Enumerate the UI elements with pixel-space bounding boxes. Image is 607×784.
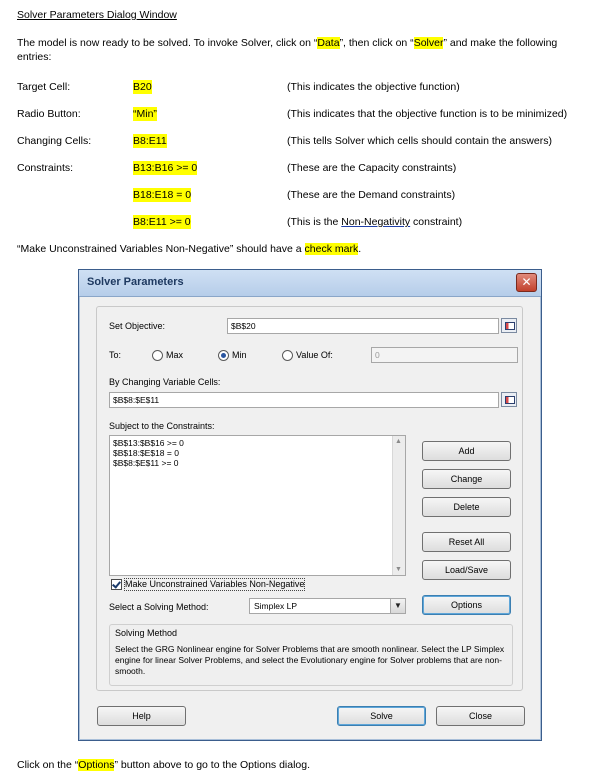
nonneg-note-a: (This is the [287, 216, 342, 228]
changing-ref-icon[interactable] [501, 392, 517, 407]
delete-button[interactable]: Delete [422, 497, 511, 517]
solving-method-select[interactable] [249, 598, 406, 614]
constraints-list[interactable] [109, 435, 406, 576]
scroll-up-icon[interactable]: ▲ [395, 438, 402, 445]
row-value-capacity: B13:B16 >= 0 [133, 162, 198, 174]
help-button[interactable]: Help [97, 706, 186, 726]
close-button[interactable]: Close [436, 706, 525, 726]
close-icon[interactable]: ✕ [516, 273, 537, 292]
row-note-changing: (This tells Solver which cells should contain the answers) [287, 135, 552, 147]
row-label-changing: Changing Cells: [17, 135, 92, 147]
add-button[interactable]: Add [422, 441, 511, 461]
doc-heading: Solver Parameters Dialog Window [17, 9, 177, 21]
row-note-capacity: (These are the Capacity constraints) [287, 162, 457, 174]
row-value-nonneg: B8:E11 >= 0 [133, 216, 191, 228]
nonneg-note-b: constraint) [410, 216, 463, 228]
make-line-text: “Make Unconstrained Variables Non-Negative” should have a [17, 243, 305, 255]
intro-line-2: entries: [17, 51, 52, 63]
constraint-item[interactable]: $B$8:$E$11 >= 0 [113, 458, 179, 468]
objective-ref-icon[interactable] [501, 318, 517, 333]
constraint-item[interactable]: $B$18:$E$18 = 0 [113, 448, 179, 458]
solving-method-group [109, 624, 513, 686]
footer-line [17, 758, 310, 772]
solving-method-value: Simplex LP [254, 601, 297, 611]
constraint-item[interactable]: $B$13:$B$16 >= 0 [113, 438, 184, 448]
row-value-target: B20 [133, 81, 152, 93]
row-note-radio: (This indicates that the objective function is to be minimized) [287, 108, 568, 120]
min-radio-label: Min [232, 350, 247, 360]
solving-method-group-title: Solving Method [115, 628, 178, 638]
row-label-target: Target Cell: [17, 81, 71, 93]
value-of-label: Value Of: [296, 350, 333, 360]
non-negative-checkbox[interactable] [111, 579, 122, 590]
make-unconstrained-line [17, 242, 361, 256]
dialog-inner-panel [96, 306, 523, 691]
max-radio-label: Max [166, 350, 184, 360]
row-note-target: (This indicates the objective function) [287, 81, 460, 93]
min-radio[interactable] [218, 350, 229, 361]
intro-line-1 [17, 36, 557, 50]
solve-button[interactable]: Solve [337, 706, 426, 726]
scroll-down-icon[interactable]: ▼ [395, 566, 402, 573]
row-label-radio: Radio Button: [17, 108, 81, 120]
footer-text-a: Click on the “ [17, 759, 79, 771]
constraints-scrollbar[interactable] [392, 436, 405, 575]
make-line-period: . [358, 243, 362, 255]
row-label-constraints: Constraints: [17, 162, 74, 174]
dialog-title: Solver Parameters [87, 276, 184, 288]
intro-text-c: ” and make the following [443, 37, 558, 49]
row-value-changing: B8:E11 [133, 135, 167, 147]
value-of-radio[interactable] [282, 350, 293, 361]
row-note-nonneg [287, 215, 462, 229]
intro-text-b: ”, then click on “ [339, 37, 414, 49]
set-objective-label: Set Objective: [109, 321, 166, 331]
row-note-demand: (These are the Demand constraints) [287, 189, 456, 201]
value-of-input[interactable]: 0 [371, 347, 518, 363]
chevron-down-icon[interactable]: ▼ [390, 599, 405, 613]
intro-data-highlight: Data [317, 37, 340, 49]
changing-cells-input[interactable]: $B$8:$E$11 [109, 392, 499, 408]
load-save-button[interactable]: Load/Save [422, 560, 511, 580]
options-highlight: Options [78, 759, 115, 771]
options-button[interactable]: Options [422, 595, 511, 615]
reset-all-button[interactable]: Reset All [422, 532, 511, 552]
solving-method-label: Select a Solving Method: [109, 602, 209, 612]
solving-method-description: Select the GRG Nonlinear engine for Solver Problems that are smooth nonlinear. Select the LP Simplex engine for linear Solver Problems, and select the Evolutionary engine for Solver problems that are non-smooth. [115, 644, 505, 676]
changing-cells-label: By Changing Variable Cells: [109, 377, 221, 387]
change-button[interactable]: Change [422, 469, 511, 489]
to-label: To: [109, 350, 122, 360]
nonneg-link: Non-Negativity [341, 216, 411, 228]
row-value-demand: B18:E18 = 0 [133, 189, 192, 201]
non-negative-checkbox-label[interactable]: Make Unconstrained Variables Non-Negative [125, 579, 305, 589]
intro-solver-highlight: Solver [413, 37, 444, 49]
constraints-label: Subject to the Constraints: [109, 421, 215, 431]
intro-text-a: The model is now ready to be solved. To invoke Solver, click on “ [17, 37, 318, 49]
row-value-radio: “Min” [133, 108, 157, 120]
solver-parameters-dialog [78, 269, 542, 741]
set-objective-input[interactable]: $B$20 [227, 318, 499, 334]
dialog-titlebar[interactable] [79, 270, 541, 297]
check-mark-highlight: check mark [304, 243, 359, 255]
footer-text-b: ” button above to go to the Options dialog. [114, 759, 311, 771]
max-radio[interactable] [152, 350, 163, 361]
